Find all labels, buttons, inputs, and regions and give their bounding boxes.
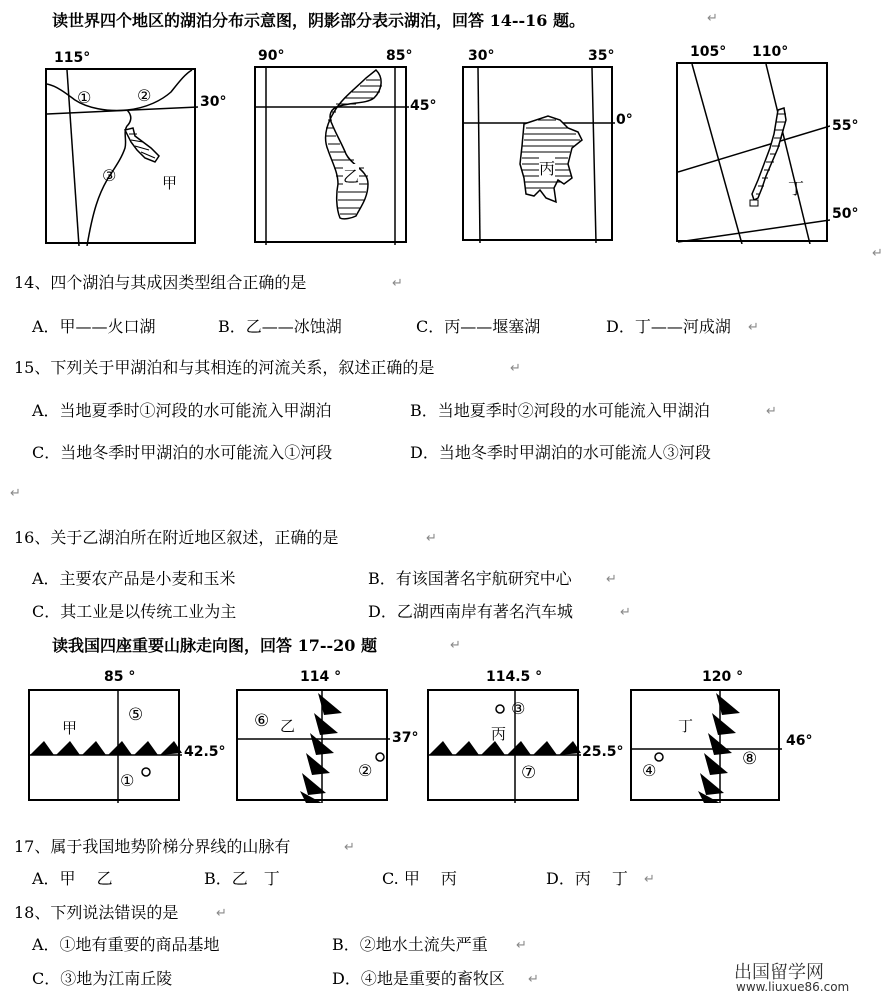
lake-map-2 — [254, 66, 407, 243]
paragraph-mark: ↵ — [707, 11, 718, 26]
mountain-map-3-drawing — [429, 691, 581, 803]
mountain-map-1-drawing — [30, 691, 182, 803]
map2-lat-label: 45° — [410, 98, 437, 114]
map4-lat2-label: 50° — [832, 206, 859, 222]
q14-option-a: A．甲——火口湖 — [32, 317, 156, 336]
mountain-jia-label: 甲 — [62, 719, 78, 737]
river-section-1: ① — [77, 88, 92, 107]
watermark-url: www.liuxue86.com — [736, 980, 850, 994]
paragraph-mark: ↵ — [510, 361, 521, 376]
watermark-site-name: 出国留学网 — [734, 962, 824, 983]
map2-lon2-label: 85° — [386, 48, 413, 64]
lake-bing-label: 丙 — [539, 156, 555, 179]
q14-option-c: C．丙——堰塞湖 — [416, 317, 541, 336]
mt1-lon-label: 85 ° — [104, 669, 136, 685]
paragraph-mark: ↵ — [516, 938, 527, 953]
lake-map-4-drawing — [678, 64, 830, 244]
mt3-lon-label: 114.5 ° — [486, 669, 543, 685]
q18-option-c: C．③地为江南丘陵 — [32, 969, 173, 988]
q17-option-a: A．甲 乙 — [32, 869, 113, 888]
mt3-area-b: ⑦ — [521, 763, 537, 783]
mt2-lon-label: 114 ° — [300, 669, 342, 685]
river-section-2: ② — [137, 86, 152, 105]
mt4-area-b: ⑧ — [742, 749, 758, 769]
paragraph-mark: ↵ — [344, 840, 355, 855]
mountain-map-2-drawing — [238, 691, 390, 803]
q17-option-b: B．乙 丁 — [204, 869, 280, 888]
q18-stem: 18、下列说法错误的是 — [14, 903, 179, 922]
map4-lon2-label: 110° — [752, 44, 789, 60]
section-title-mountains: 读我国四座重要山脉走向图，回答 17--20 题 — [52, 636, 377, 655]
map2-lon1-label: 90° — [258, 48, 285, 64]
river-section-3: ③ — [102, 166, 117, 185]
lake-yi-label: 乙 — [343, 164, 359, 187]
map1-lat-label: 30° — [200, 94, 227, 110]
q15-option-d: D．当地冬季时甲湖泊的水可能流人③河段 — [410, 443, 711, 462]
mt1-lat-label: 42.5° — [184, 744, 226, 760]
paragraph-mark: ↵ — [450, 638, 461, 653]
mountain-map-3 — [427, 689, 579, 801]
paragraph-mark: ↵ — [392, 276, 403, 291]
mt4-lat-label: 46° — [786, 733, 813, 749]
mt4-lon-label: 120 ° — [702, 669, 744, 685]
q18-option-d: D．④地是重要的畜牧区 — [332, 969, 505, 988]
map3-lon1-label: 30° — [468, 48, 495, 64]
paragraph-mark: ↵ — [748, 320, 759, 335]
paragraph-mark: ↵ — [644, 872, 655, 887]
paragraph-mark: ↵ — [606, 572, 617, 587]
lake-map-1 — [45, 68, 196, 244]
q16-stem: 16、关于乙湖泊所在附近地区叙述，正确的是 — [14, 528, 339, 547]
mt2-area-b: ② — [358, 761, 373, 780]
q16-option-b: B．有该国著名宇航研究中心 — [368, 569, 572, 588]
q17-option-c: C. 甲 丙 — [382, 869, 457, 888]
q16-option-c: C．其工业是以传统工业为主 — [32, 602, 237, 621]
q17-option-d: D．丙 丁 — [546, 869, 628, 888]
q18-option-b: B．②地水土流失严重 — [332, 935, 488, 954]
mountain-map-2 — [236, 689, 388, 801]
q14-stem: 14、四个湖泊与其成因类型组合正确的是 — [14, 273, 307, 292]
section-title-lakes: 读世界四个地区的湖泊分布示意图，阴影部分表示湖泊，回答 14--16 题。 — [52, 11, 585, 30]
map4-lon1-label: 105° — [690, 44, 727, 60]
map3-lon2-label: 35° — [588, 48, 615, 64]
paragraph-mark: ↵ — [766, 404, 777, 419]
q15-option-c: C．当地冬季时甲湖泊的水可能流入①河段 — [32, 443, 333, 462]
q16-option-a: A．主要农产品是小麦和玉米 — [32, 569, 236, 588]
mountain-map-1 — [28, 689, 180, 801]
map1-lon-label: 115° — [54, 50, 91, 66]
q17-stem: 17、属于我国地势阶梯分界线的山脉有 — [14, 837, 291, 856]
lake-jia-label: 甲 — [162, 174, 178, 192]
q15-option-b: B．当地夏季时②河段的水可能流入甲湖泊 — [410, 401, 710, 420]
lake-map-3 — [462, 66, 613, 241]
q15-option-a: A．当地夏季时①河段的水可能流入甲湖泊 — [32, 401, 332, 420]
q14-option-b: B．乙——冰蚀湖 — [218, 317, 342, 336]
mountain-ding-label: 丁 — [678, 717, 694, 735]
lake-ding-label: 丁 — [788, 179, 805, 198]
mountain-yi-label: 乙 — [280, 717, 296, 735]
lake-map-4 — [676, 62, 828, 242]
paragraph-mark: ↵ — [426, 531, 437, 546]
mt1-area-a: ⑤ — [128, 705, 144, 725]
lake-map-2-drawing — [256, 68, 409, 245]
map4-lat1-label: 55° — [832, 118, 859, 134]
paragraph-mark: ↵ — [10, 486, 21, 501]
mt4-area-a: ④ — [642, 761, 657, 780]
paragraph-mark: ↵ — [216, 906, 227, 921]
mt2-lat-label: 37° — [392, 730, 419, 746]
paragraph-mark: ↵ — [528, 972, 539, 987]
q18-option-a: A．①地有重要的商品基地 — [32, 935, 220, 954]
mt3-lat-label: 25.5° — [582, 744, 624, 760]
paragraph-mark: ↵ — [620, 605, 631, 620]
q14-option-d: D．丁——河成湖 — [606, 317, 731, 336]
map3-lat-label: 0° — [616, 112, 633, 128]
mountain-map-4-drawing — [632, 691, 782, 803]
mt3-area-a: ③ — [511, 699, 526, 718]
mountain-map-4 — [630, 689, 780, 801]
paragraph-mark: ↵ — [872, 246, 883, 261]
mountain-bing-label: 丙 — [491, 725, 507, 743]
q15-stem: 15、下列关于甲湖泊和与其相连的河流关系，叙述正确的是 — [14, 358, 435, 377]
q16-option-d: D．乙湖西南岸有著名汽车城 — [368, 602, 573, 621]
lake-map-1-drawing — [47, 70, 198, 246]
mt1-area-b: ① — [120, 771, 135, 790]
mt2-area-a: ⑥ — [254, 711, 270, 731]
